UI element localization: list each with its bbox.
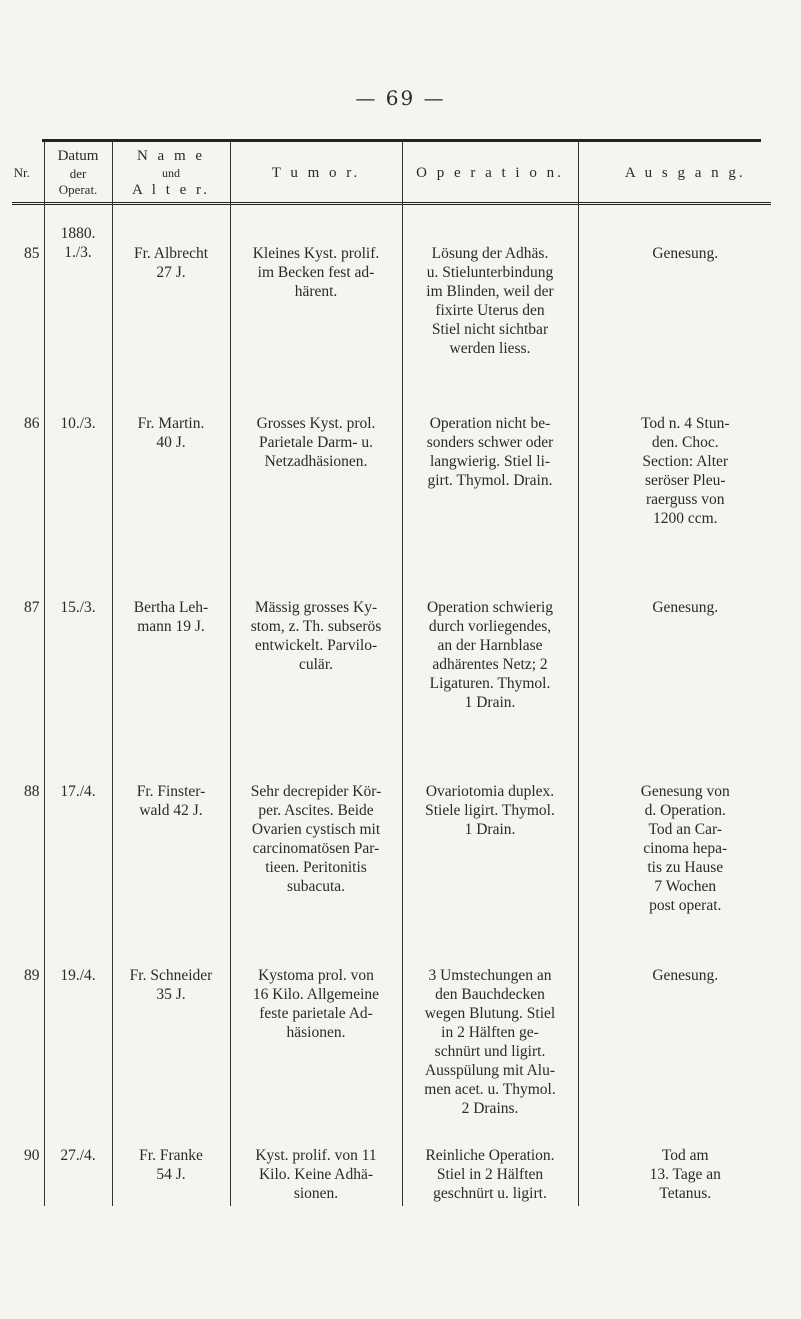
cell-name [112, 956, 230, 1140]
header-datum-line: Operat. [58, 182, 98, 198]
cell-tumor-line: Grosses Kyst. prol. [256, 415, 376, 432]
cell-operation-line: schnürt und ligirt. [434, 1043, 546, 1060]
cell-nr: 88 [24, 783, 40, 800]
cell-tumor-line: im Becken fest ad- [257, 264, 375, 281]
cell-date-line: 17./4. [60, 783, 96, 800]
cell-operation-line: werden liess. [449, 340, 531, 357]
table-row [0, 204, 792, 404]
cell-tumor-line: tieen. Peritonitis [265, 859, 367, 876]
cell-name-line: mann 19 J. [137, 618, 205, 635]
cell-outcome [578, 956, 792, 1140]
cell-name-line: wald 42 J. [139, 802, 203, 819]
cell-tumor-line: häsionen. [286, 1024, 346, 1041]
cell-tumor-line: Mässig grosses Ky- [254, 599, 378, 616]
cell-outcome-line: Tod an Car- [648, 821, 722, 838]
cell-outcome-line: Tod n. 4 Stun- [641, 415, 730, 432]
cell-operation-line: Stiel in 2 Hälften [436, 1166, 544, 1183]
cell-operation-line: Stiel nicht sichtbar [431, 321, 549, 338]
cell-tumor-line: feste parietale Ad- [259, 1005, 373, 1022]
operations-table [0, 142, 792, 1206]
table-row [0, 404, 792, 588]
cell-operation-line: Stiele ligirt. Thymol. [425, 802, 555, 819]
cell-outcome-line: 7 Wochen [654, 878, 717, 895]
table-row [0, 956, 792, 1140]
cell-tumor-line: subacuta. [286, 878, 346, 895]
cell-date [44, 588, 112, 772]
cell-operation-line: langwierig. Stiel li- [429, 453, 551, 470]
cell-nr: 86 [24, 415, 40, 432]
cell-outcome [578, 404, 792, 588]
cell-operation-line: Lösung der Adhäs. [431, 245, 549, 262]
cell-operation-line: wegen Blutung. Stiel [424, 1005, 556, 1022]
cell-tumor [230, 588, 402, 772]
header-operation: O p e r a t i o n. [402, 142, 578, 204]
cell-operation-line: 3 Umstechungen an [428, 967, 552, 984]
cell-date-line: 1./3. [64, 244, 92, 261]
cell-name [112, 1140, 230, 1206]
header-name-line: N a m e [136, 147, 206, 164]
cell-outcome-line: Genesung. [652, 967, 719, 984]
header-datum-line: Datum [57, 148, 99, 165]
cell-operation-line: Operation nicht be- [429, 415, 551, 432]
cell-tumor-line: Netzadhäsionen. [264, 453, 368, 470]
cell-tumor-line: Kyst. prolif. von 11 [255, 1147, 377, 1164]
cell-date [44, 404, 112, 588]
cell-outcome-line: raerguss von [646, 491, 725, 508]
cell-date [44, 772, 112, 956]
cell-name-line: Fr. Finster- [136, 783, 206, 800]
cell-tumor [230, 404, 402, 588]
cell-operation-line: adhärentes Netz; 2 [432, 656, 548, 673]
cell-name-line: Fr. Franke [139, 1147, 203, 1164]
cell-tumor-line: Kystoma prol. von [258, 967, 374, 984]
cell-operation-line: Ausspülung mit Alu- [424, 1062, 556, 1079]
cell-outcome [578, 204, 792, 404]
header-ausgang: A u s g a n g. [578, 142, 792, 204]
cell-outcome-line: Genesung von [640, 783, 730, 800]
cell-operation-line: 1 Drain. [464, 694, 516, 711]
cell-tumor [230, 204, 402, 404]
cell-date-line: 19./4. [60, 967, 96, 984]
cell-operation-line: an der Harnblase [437, 637, 543, 654]
table-header [0, 142, 792, 204]
cell-tumor-line: Kilo. Keine Adhä- [258, 1166, 374, 1183]
cell-operation-line: den Bauchdecken [435, 986, 545, 1003]
cell-date [44, 956, 112, 1140]
cell-tumor-line: per. Ascites. Beide [258, 802, 374, 819]
cell-tumor-line: carcinomatösen Par- [252, 840, 380, 857]
cell-name [112, 204, 230, 404]
cell-date [44, 204, 112, 404]
table-row [0, 1140, 792, 1206]
cell-outcome-line: tis zu Hause [647, 859, 724, 876]
cell-tumor-line: Ovarien cystisch mit [251, 821, 381, 838]
cell-nr: 87 [24, 599, 40, 616]
cell-operation-line: geschnürt u. ligirt. [433, 1185, 547, 1202]
cell-outcome-line: Tod am [661, 1147, 709, 1164]
cell-operation-line: sonders schwer oder [426, 434, 554, 451]
cell-outcome [578, 1140, 792, 1206]
cell-outcome-line: seröser Pleu- [645, 472, 726, 489]
header-tumor: T u m o r. [230, 142, 402, 204]
cell-outcome-line: Tetanus. [659, 1185, 712, 1202]
cell-outcome-line: d. Operation. [644, 802, 726, 819]
cell-operation [402, 588, 578, 772]
cell-name-line: 35 J. [156, 986, 186, 1003]
cell-nr: 85 [24, 245, 40, 262]
cell-tumor-line: entwickelt. Parvilo- [254, 637, 378, 654]
cell-operation-line: 2 Drains. [461, 1100, 519, 1117]
cell-operation-line: u. Stielunterbindung [426, 264, 554, 281]
header-name-line: und [162, 165, 180, 180]
cell-tumor [230, 772, 402, 956]
cell-name-line: Fr. Martin. [137, 415, 205, 432]
cell-outcome-line: post operat. [649, 897, 722, 914]
cell-name-line: Fr. Albrecht [133, 245, 209, 262]
cell-operation [402, 204, 578, 404]
cell-tumor [230, 1140, 402, 1206]
cell-tumor-line: Sehr decrepider Kör- [250, 783, 382, 800]
cell-name-line: Bertha Leh- [133, 599, 209, 616]
cell-tumor-line: Parietale Darm- u. [258, 434, 374, 451]
cell-date-line: 15./3. [60, 599, 96, 616]
cell-operation [402, 404, 578, 588]
header-datum [44, 142, 112, 204]
cell-outcome-line: cinoma hepa- [643, 840, 728, 857]
cell-name [112, 588, 230, 772]
cell-tumor-line: Kleines Kyst. prolif. [252, 245, 380, 262]
cell-outcome-line: 13. Tage an [649, 1166, 721, 1183]
cell-nr: 89 [24, 967, 40, 984]
table-body [0, 204, 792, 1206]
cell-operation-line: 1 Drain. [464, 821, 516, 838]
cell-operation-line: Ovariotomia duplex. [425, 783, 555, 800]
cell-date-line: 1880. [60, 225, 96, 242]
page-number: — 69 — [355, 86, 446, 110]
table-row [0, 772, 792, 956]
cell-operation-line: im Blinden, weil der [426, 283, 554, 300]
cell-outcome [578, 772, 792, 956]
cell-name-line: Fr. Schneider [129, 967, 213, 984]
cell-operation-line: girt. Thymol. Drain. [427, 472, 553, 489]
header-name [112, 142, 230, 204]
cell-name-line: 27 J. [156, 264, 186, 281]
cell-nr: 90 [24, 1147, 40, 1164]
cell-tumor-line: 16 Kilo. Allgemeine [252, 986, 380, 1003]
cell-operation-line: durch vorliegendes, [428, 618, 552, 635]
cell-outcome-line: Genesung. [652, 245, 719, 262]
cell-date-line: 10./3. [60, 415, 96, 432]
cell-tumor-line: culär. [299, 656, 333, 673]
cell-operation [402, 772, 578, 956]
cell-date-line: 27./4. [60, 1147, 96, 1164]
cell-name-line: 54 J. [156, 1166, 186, 1183]
header-nr: Nr. [13, 164, 30, 180]
cell-operation-line: men acet. u. Thymol. [424, 1081, 556, 1098]
cell-tumor-line: stom, z. Th. subserös [250, 618, 382, 635]
cell-outcome [578, 588, 792, 772]
cell-outcome-line: 1200 ccm. [652, 510, 718, 527]
cell-name [112, 772, 230, 956]
cell-date [44, 1140, 112, 1206]
cell-operation [402, 1140, 578, 1206]
cell-operation-line: Operation schwierig [426, 599, 554, 616]
cell-outcome-line: den. Choc. [651, 434, 719, 451]
header-name-line: A l t e r. [132, 181, 210, 198]
cell-tumor [230, 956, 402, 1140]
cell-outcome-line: Genesung. [652, 599, 719, 616]
cell-name-line: 40 J. [156, 434, 186, 451]
cell-operation [402, 956, 578, 1140]
cell-tumor-line: härent. [294, 283, 338, 300]
cell-tumor-line: sionen. [293, 1185, 339, 1202]
cell-outcome-line: Section: Alter [642, 453, 729, 470]
cell-operation-line: fixirte Uterus den [435, 302, 545, 319]
cell-operation-line: in 2 Hälften ge- [441, 1024, 539, 1041]
cell-name [112, 404, 230, 588]
cell-operation-line: Ligaturen. Thymol. [429, 675, 551, 692]
cell-operation-line: Reinliche Operation. [425, 1147, 555, 1164]
header-datum-line: der [69, 166, 87, 182]
table-row [0, 588, 792, 772]
